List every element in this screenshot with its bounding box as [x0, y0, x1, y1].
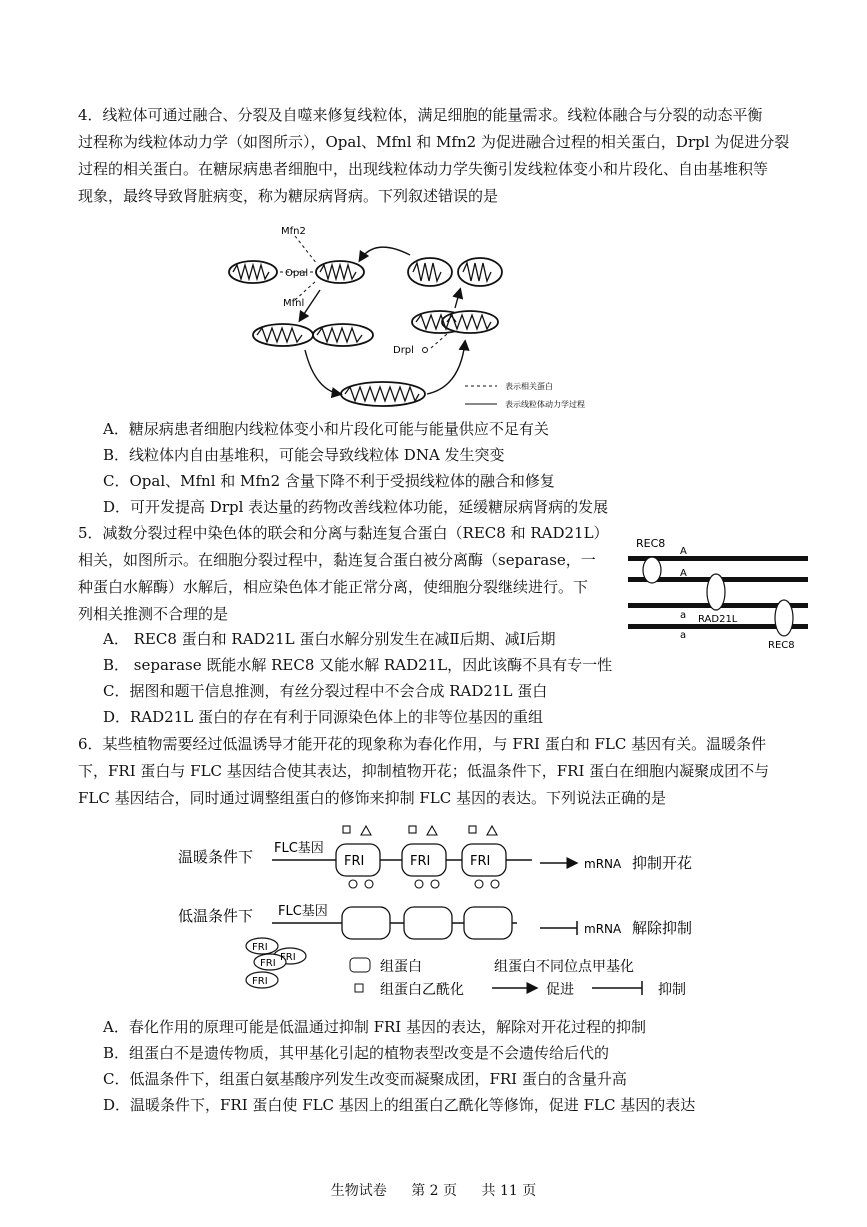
legend-inhibit: 抑制 [658, 982, 686, 998]
cold-result: 解除抑制 [632, 919, 693, 937]
question-6-stem [78, 731, 798, 812]
q5-line: 列相关推测不合理的是 [78, 605, 229, 623]
flc-gene-label-cold: FLC基因 [278, 904, 328, 919]
svg-text:FRI: FRI [252, 976, 268, 987]
mitochondrion-shape [408, 258, 452, 286]
mrna-cold: mRNA [584, 922, 622, 936]
q5-option-b: B． separase 既能水解 REC8 又能水解 RAD21L，因此该酶不具有专一性 [103, 656, 613, 674]
q6-line: 下，FRI 蛋白与 FLC 基因结合使其表达，抑制植物开花；低温条件下，FRI 蛋白在细胞内凝聚成团不与 [78, 762, 770, 780]
q6-line: 6．某些植物需要经过低温诱导才能开花的现象称为春化作用，与 FRI 蛋白和 FLC 基因有关。温暖条件 [78, 735, 767, 753]
mitochondrion-shape [458, 258, 502, 286]
q6-option-a: A．春化作用的原理可能是低温通过抑制 FRI 基因的表达，解除对开花过程的抑制 [103, 1018, 646, 1036]
q4-line: 过程称为线粒体动力学（如图所示），Opal、Mfnl 和 Mfn2 为促进融合过程的相关蛋白，Drpl 为促进分裂 [78, 133, 790, 151]
rad21l-label: RAD21L [698, 614, 738, 625]
q6-option-d: D．温暖条件下，FRI 蛋白使 FLC 基因上的组蛋白乙酰化等修饰，促进 FLC 基因的表达 [103, 1096, 696, 1114]
q4-line: 现象，最终导致肾脏病变，称为糖尿病肾病。下列叙述错误的是 [78, 187, 499, 205]
svg-text:a: a [680, 630, 687, 641]
flc-gene-label-warm: FLC基因 [274, 841, 324, 856]
q5-line: 种蛋白水解酶）水解后，相应染色体才能正常分离，使细胞分裂继续进行。下 [78, 578, 589, 596]
q5-option-d: D．RAD21L 蛋白的存在有利于同源染色体上的非等位基因的重组 [103, 708, 543, 726]
mitochondria-dynamics-figure [225, 222, 605, 414]
legend-solid: 表示线粒体动力学过程 [505, 400, 585, 409]
question-4-stem [78, 102, 798, 210]
histone [404, 907, 452, 939]
footer-page: 第 2 页 [411, 1183, 458, 1199]
rec8-protein [775, 600, 793, 636]
warm-result: 抑制开花 [632, 854, 693, 872]
svg-text:A: A [680, 546, 687, 557]
svg-text:FRI: FRI [260, 958, 276, 969]
drpl-label: Drpl [393, 345, 414, 356]
svg-text:FRI: FRI [252, 942, 268, 953]
svg-text:A: A [680, 568, 687, 579]
footer-subject: 生物试卷 [330, 1183, 387, 1199]
rec8-protein [643, 557, 661, 583]
mrna-warm: mRNA [584, 857, 622, 871]
q4-option-c: C．Opal、Mfnl 和 Mfn2 含量下降不利于受损线粒体的融合和修复 [103, 472, 555, 490]
q6-option-c: C．低温条件下，组蛋白氨基酸序列发生改变而凝聚成团，FRI 蛋白的含量升高 [103, 1070, 627, 1088]
page-footer [0, 1180, 867, 1200]
q4-line: 4．线粒体可通过融合、分裂及自噬来修复线粒体，满足细胞的能量需求。线粒体融合与分裂的动态平衡 [78, 106, 763, 124]
warm-label: 温暖条件下 [178, 848, 254, 866]
vernalization-figure [172, 820, 712, 1004]
histone [464, 907, 512, 939]
cohesin-figure [626, 534, 812, 654]
mfnl-label: Mfnl [283, 298, 305, 309]
footer-total: 共 11 页 [481, 1183, 537, 1199]
legend-acetyl: 组蛋白乙酰化 [380, 982, 464, 998]
legend-promote: 促进 [546, 982, 574, 998]
svg-text:FRI: FRI [470, 854, 491, 869]
rec8-label-bottom: REC8 [768, 640, 795, 651]
q5-line: 5．减数分裂过程中染色体的联会和分离与黏连复合蛋白（REC8 和 RAD21L） [78, 524, 609, 542]
opal-label: Opal [285, 268, 309, 279]
rad21l-protein [707, 574, 725, 610]
q5-option-a: A． REC8 蛋白和 RAD21L 蛋白水解分别发生在减Ⅱ后期、减Ⅰ后期 [103, 630, 556, 648]
histone [342, 907, 390, 939]
svg-text:FRI: FRI [410, 854, 431, 869]
mfn2-label: Mfn2 [281, 226, 306, 237]
q4-option-d: D．可开发提高 Drpl 表达量的药物改善线粒体功能，延缓糖尿病肾病的发展 [103, 498, 609, 516]
q4-option-b: B．线粒体内自由基堆积，可能会导致线粒体 DNA 发生突变 [103, 446, 505, 464]
legend-dashed: 表示相关蛋白 [505, 382, 553, 391]
svg-text:FRI: FRI [344, 854, 365, 869]
q6-option-b: B．组蛋白不是遗传物质，其甲基化引起的植物表型改变是不会遗传给后代的 [103, 1044, 610, 1062]
svg-text:a: a [680, 610, 687, 621]
q5-line: 相关，如图所示。在细胞分裂过程中，黏连复合蛋白被分离酶（separase，一 [78, 551, 596, 569]
rec8-label-top: REC8 [636, 537, 666, 550]
question-5-stem [78, 520, 618, 628]
legend-methyl: 组蛋白不同位点甲基化 [494, 959, 634, 975]
q6-line: FLC 基因结合，同时通过调整组蛋白的修饰来抑制 FLC 基因的表达。下列说法正确的是 [78, 789, 666, 807]
q5-option-c: C．据图和题干信息推测，有丝分裂过程中不会合成 RAD21L 蛋白 [103, 682, 548, 700]
svg-text:FRI: FRI [280, 952, 296, 963]
legend-histone: 组蛋白 [380, 959, 422, 975]
cold-label: 低温条件下 [178, 907, 254, 925]
q4-option-a: A．糖尿病患者细胞内线粒体变小和片段化可能与能量供应不足有关 [103, 420, 549, 438]
q4-line: 过程的相关蛋白。在糖尿病患者细胞中，出现线粒体动力学失衡引发线粒体变小和片段化、自由基堆积等 [78, 160, 769, 178]
